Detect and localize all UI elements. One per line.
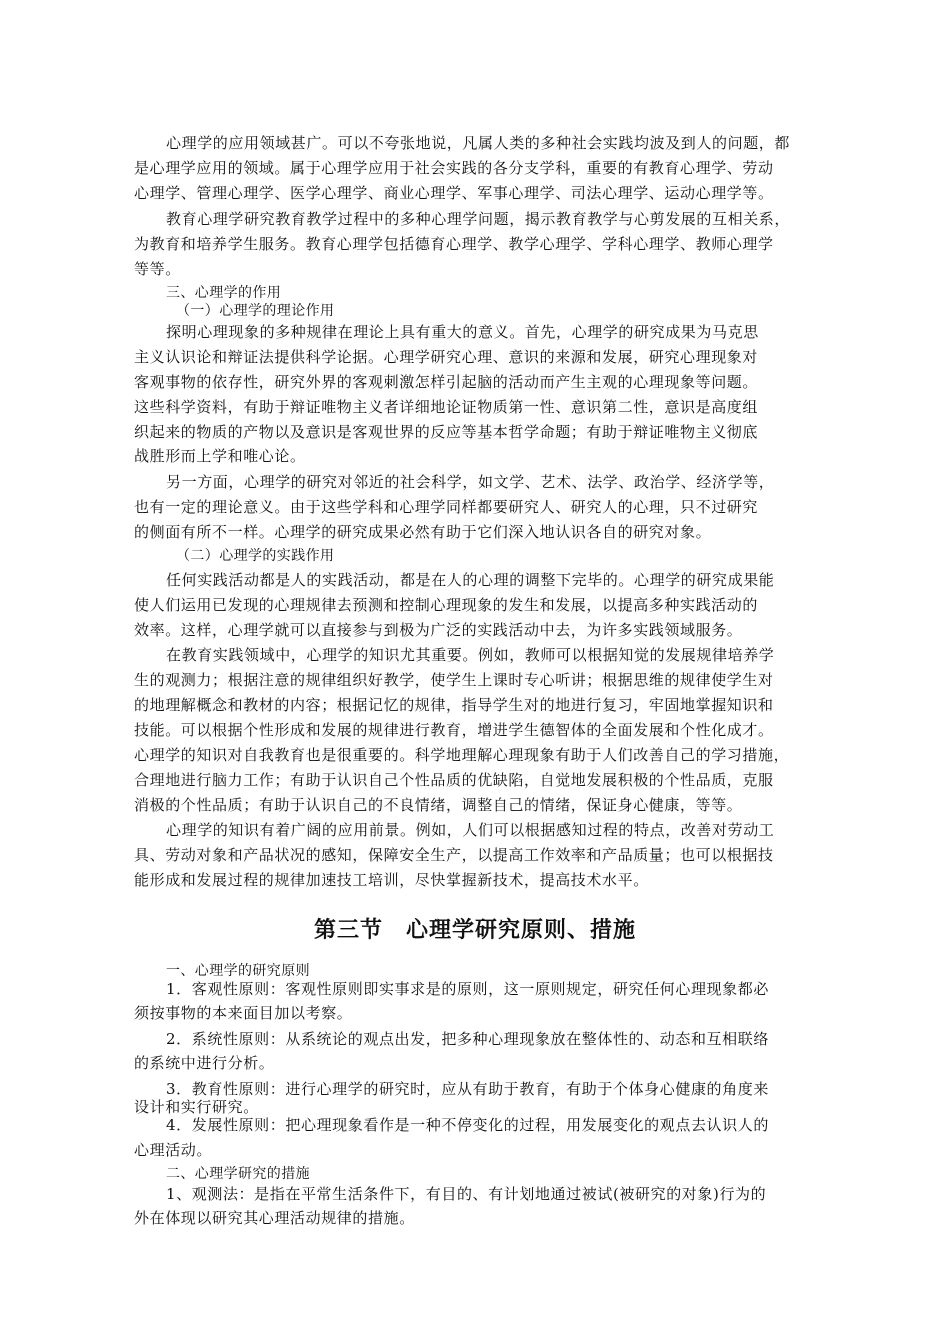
p3-line-3: 客观事物的依存性，研究外界的客观刺激怎样引起脑的活动而产生主观的心理现象等问题。: [134, 373, 759, 391]
p5-line-3: 效率。这样，心理学就可以直接参与到极为广泛的实践活动中去，为许多实践领域服务。: [134, 621, 743, 639]
subheading-theory: （一）心理学的理论作用: [176, 303, 335, 319]
p3-line-4: 这些科学资料，有助于辩证唯物主义者详细地论证物质第一性、意识第二性，意识是高度组: [134, 398, 759, 416]
principle-3-line-2: 设计和实行研究。: [134, 1098, 259, 1116]
p6-line-5: 心理学的知识对自我教育也是很重要的。科学地理解心理现象有助于人们改善自己的学习措施，: [134, 746, 790, 764]
subheading-practice: （二）心理学的实践作用: [176, 548, 335, 564]
principle-4-line-2: 心理活动。: [134, 1141, 213, 1159]
p3-line-5: 织起来的物质的产物以及意识是客观世界的反应等基本哲学命题；有助于辩证唯物主义彻底: [134, 423, 759, 441]
principle-4-line-1: 4．发展性原则：把心理现象看作是一种不停变化的过程，用发展变化的观点去认识人的: [166, 1116, 769, 1134]
heading-methods: 二、心理学研究的措施: [166, 1166, 310, 1182]
p6-line-1: 在教育实践领域中，心理学的知识尤其重要。例如，教师可以根据知觉的发展规律培养学: [166, 646, 775, 664]
p2-line-3: 等等。: [134, 260, 181, 278]
p3-line-2: 主义认识论和辩证法提供科学论据。心理学研究心理、意识的来源和发展，研究心理现象对: [134, 348, 759, 366]
principle-2-line-1: 2．系统性原则：从系统论的观点出发，把多种心理现象放在整体性的、动态和互相联络: [166, 1030, 769, 1048]
p4-line-1: 另一方面，心理学的研究对邻近的社会科学，如文学、艺术、法学、政治学、经济学等，: [166, 473, 775, 491]
principle-1-line-2: 须按事物的本来面目加以考察。: [134, 1004, 353, 1022]
p1-line-1: 心理学的应用领域甚广。可以不夸张地说，凡属人类的多种社会实践均波及到人的问题，都: [166, 134, 791, 152]
method-1-line-2: 外在体现以研究其心理活动规律的措施。: [134, 1209, 415, 1227]
p3-line-1: 探明心理现象的多种规律在理论上具有重大的意义。首先，心理学的研究成果为马克思: [166, 323, 759, 341]
p6-line-4: 技能。可以根据个性形成和发展的规律进行教育，增进学生德智体的全面发展和个性化成才。: [134, 721, 774, 739]
p7-line-2: 具、劳动对象和产品状况的感知，保障安全生产，以提高工作效率和产品质量；也可以根据技: [134, 846, 774, 864]
section-title: 第三节 心理学研究原则、措施: [313, 918, 636, 943]
method-1-line-1: 1、观测法：是指在平常生活条件下，有目的、有计划地通过被试(被研究的对象)行为的: [166, 1185, 767, 1203]
p7-line-1: 心理学的知识有着广阔的应用前景。例如，人们可以根据感知过程的特点，改善对劳动工: [166, 821, 775, 839]
section-heading-role: 三、心理学的作用: [166, 285, 282, 301]
p3-line-6: 战胜形而上学和唯心论。: [134, 447, 306, 465]
p2-line-1: 教育心理学研究教育教学过程中的多种心理学问题，揭示教育教学与心剪发展的互相关系，: [166, 210, 791, 228]
p5-line-2: 使人们运用已发现的心理规律去预测和控制心理现象的发生和发展，以提高多种实践活动的: [134, 596, 759, 614]
p6-line-6: 合理地进行脑力工作；有助于认识自己个性品质的优缺陷，自觉地发展积极的个性品质，克服: [134, 771, 774, 789]
p2-line-2: 为教育和培养学生服务。教育心理学包括德育心理学、教学心理学、学科心理学、教师心理学: [134, 235, 774, 253]
p1-line-2: 是心理学应用的领域。属于心理学应用于社会实践的各分支学科，重要的有教育心理学、劳动: [134, 159, 774, 177]
p5-line-1: 任何实践活动都是人的实践活动，都是在人的心理的调整下完毕的。心理学的研究成果能: [166, 571, 775, 589]
principle-1-line-1: 1．客观性原则：客观性原则即实事求是的原则，这一原则规定，研究任何心理现象都必: [166, 980, 769, 998]
p6-line-2: 生的观测力；根据注意的规律组织好教学，使学生上课时专心听讲；根据思维的规律使学生对: [134, 671, 774, 689]
p7-line-3: 能形成和发展过程的规律加速技工培训，尽快掌握新技术，提高技术水平。: [134, 871, 649, 889]
p4-line-2: 也有一定的理论意义。由于这些学科和心理学同样都要研究人、研究人的心理，只不过研究: [134, 498, 759, 516]
principle-2-line-2: 的系统中进行分析。: [134, 1054, 275, 1072]
p4-line-3: 的侧面有所不一样。心理学的研究成果必然有助于它们深入地认识各自的研究对象。: [134, 523, 712, 541]
heading-principles: 一、心理学的研究原则: [166, 963, 310, 979]
p1-line-3: 心理学、管理心理学、医学心理学、商业心理学、军事心理学、司法心理学、运动心理学等。: [134, 184, 774, 202]
principle-3-line-1: 3．教育性原则：进行心理学的研究时，应从有助于教育，有助于个体身心健康的角度来: [166, 1080, 769, 1098]
p6-line-7: 消极的个性品质；有助于认识自己的不良情绪，调整自己的情绪，保证身心健康，等等。: [134, 796, 743, 814]
p6-line-3: 的地理解概念和教材的内容；根据记忆的规律，指导学生对的地进行复习，牢固地掌握知识和: [134, 696, 774, 714]
